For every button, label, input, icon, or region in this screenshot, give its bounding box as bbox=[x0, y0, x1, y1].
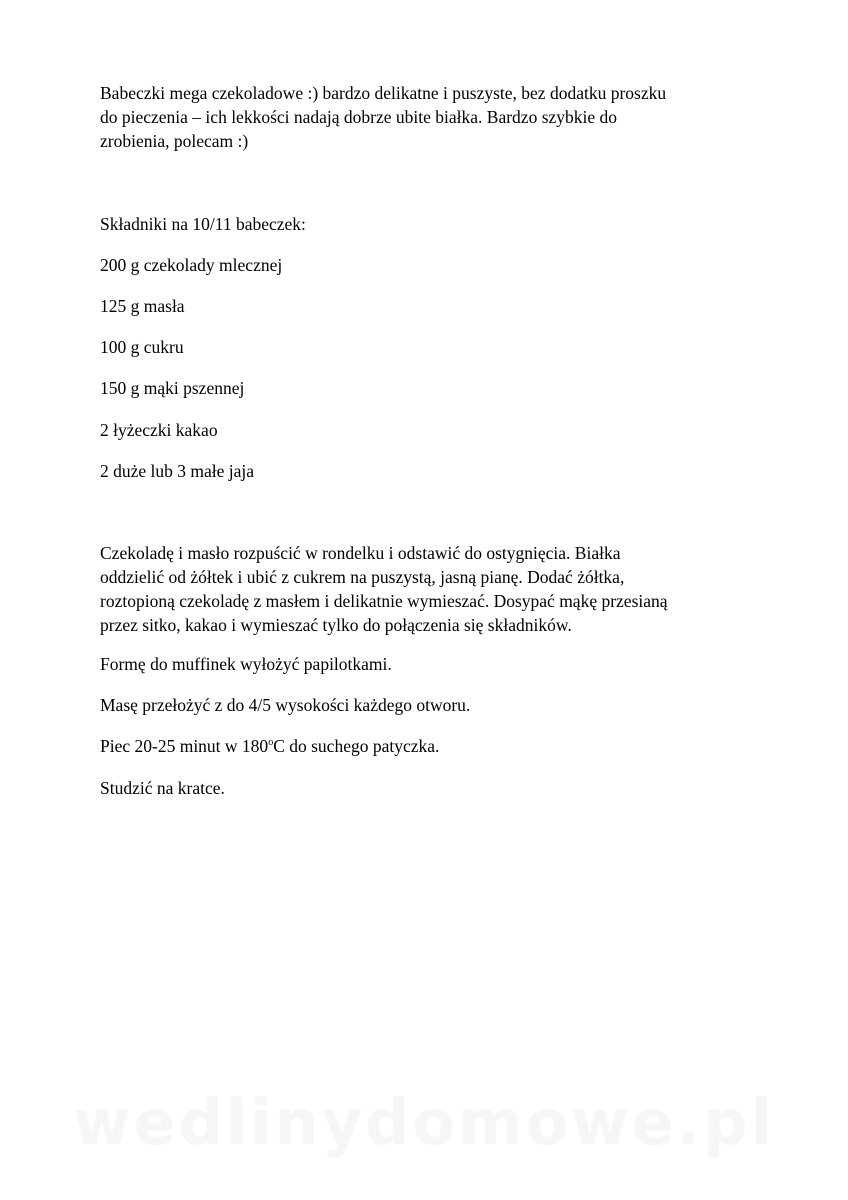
method-step-forms: Formę do muffinek wyłożyć papilotkami. bbox=[100, 654, 392, 674]
degree-superscript: o bbox=[268, 737, 274, 748]
method-line-2: oddzielić od żółtek i ubić z cukrem na puszystą, jasną pianę. Dodać żółtka, bbox=[100, 567, 625, 587]
bake-text-after: C do suchego patyczka. bbox=[273, 736, 440, 756]
intro-paragraph bbox=[100, 81, 740, 153]
watermark-logo: wedlinydomowe.pl bbox=[73, 1086, 775, 1159]
ingredients-heading: Składniki na 10/11 babeczek: bbox=[100, 214, 306, 234]
intro-line-1: Babeczki mega czekoladowe :) bardzo delikatne i puszyste, bez dodatku proszku bbox=[100, 83, 667, 103]
method-step-fill: Masę przełożyć z do 4/5 wysokości każdego otworu. bbox=[100, 695, 471, 715]
method-line-1: Czekoladę i masło rozpuścić w rondelku i odstawić do ostygnięcia. Białka bbox=[100, 543, 621, 563]
method-step-bake bbox=[100, 734, 740, 758]
intro-line-2: do pieczenia – ich lekkości nadają dobrze ubite białka. Bardzo szybkie do bbox=[100, 107, 618, 127]
ingredient-item: 150 g mąki pszennej bbox=[100, 378, 245, 398]
method-line-3: roztopioną czekoladę z masłem i delikatnie wymieszać. Dosypać mąkę przesianą bbox=[100, 591, 668, 611]
ingredient-item: 100 g cukru bbox=[100, 337, 184, 357]
ingredient-item: 125 g masła bbox=[100, 296, 185, 316]
ingredient-item: 2 duże lub 3 małe jaja bbox=[100, 461, 255, 481]
ingredient-item: 200 g czekolady mlecznej bbox=[100, 255, 283, 275]
method-step-cool: Studzić na kratce. bbox=[100, 778, 225, 798]
method-line-4: przez sitko, kakao i wymieszać tylko do połączenia się składników. bbox=[100, 615, 572, 635]
intro-line-3: zrobienia, polecam :) bbox=[100, 131, 249, 151]
ingredient-item: 2 łyżeczki kakao bbox=[100, 420, 218, 440]
method-paragraph bbox=[100, 541, 740, 637]
bake-text-before: Piec 20-25 minut w 180 bbox=[100, 736, 269, 756]
